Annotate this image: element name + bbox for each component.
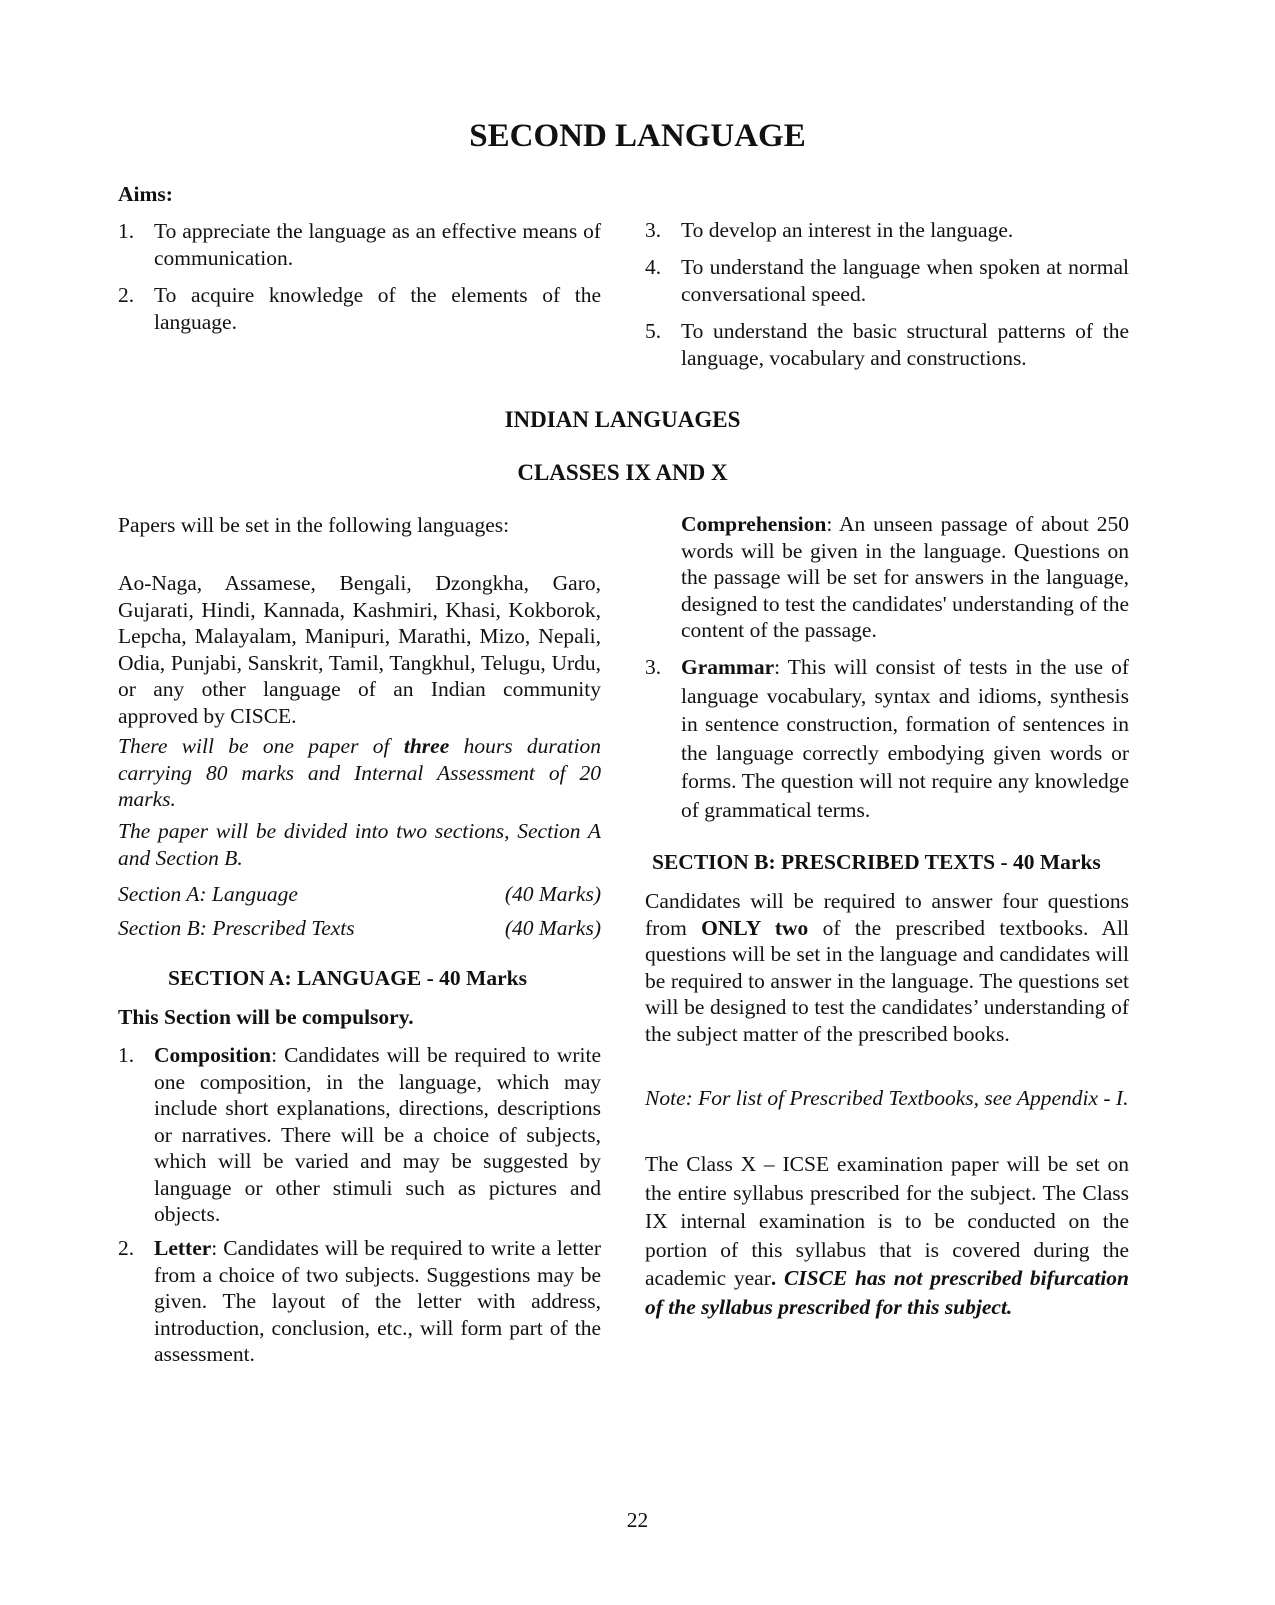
item-number: 2. [118, 1236, 135, 1260]
aims-heading: Aims: [118, 182, 173, 206]
item-text: : An unseen passage of about 250 words will be given in the language. Questions on the passage will be set for answers in the language, designed to test the candidates' understanding of the content of the passage. [681, 512, 1129, 642]
aim-number: 1. [118, 219, 135, 243]
duration-paragraph [118, 733, 601, 813]
item-text: : Candidates will be required to write a letter from a choice of two subjects. Suggestions may be given. The layout of the letter with address, introduction, conclusion, etc., will form part of the assessment. [154, 1236, 601, 1366]
item-label: Grammar [681, 655, 775, 679]
exam-dot: . [770, 1266, 784, 1290]
subheading-classes: CLASSES IX AND X [517, 460, 728, 485]
item-body [154, 1235, 601, 1368]
section-row [118, 916, 601, 944]
aim-text: To develop an interest in the language. [681, 218, 1014, 242]
section-b-text-end: of the prescribed textbooks. All questions will be set in the language and candidates will be required to answer in the language. The questions set will be designed to test the candidates’ understanding of the subject matter of the prescribed books. [645, 915, 1129, 1046]
section-b-heading: SECTION B: PRESCRIBED TEXTS - 40 Marks [652, 850, 1101, 874]
section-b-paragraph [645, 888, 1129, 1047]
aim-text: To understand the basic structural patterns of the language, vocabulary and constructions. [681, 319, 1129, 370]
section-a-item-grammar [645, 653, 1129, 828]
duration-text-start: There will be one paper of [118, 734, 404, 758]
languages-list: Ao-Naga, Assamese, Bengali, Dzongkha, Garo, Gujarati, Hindi, Kannada, Kashmiri, Khasi, Kokborok, Lepcha, Malayalam, Manipuri, Marathi, Mizo, Nepali, Odia, Punjabi, Sanskrit, Tamil, Tangkhul, Telugu, Urdu, or any other language of an Indian community approved by CISCE. [118, 571, 601, 728]
section-b-emphasis: ONLY two [701, 915, 809, 940]
aim-text: To understand the language when spoken at normal conversational speed. [681, 255, 1129, 306]
item-body [681, 653, 1129, 824]
section-row [118, 882, 601, 910]
item-label: Comprehension [681, 512, 827, 536]
page-number: 22 [626, 1508, 649, 1532]
aim-number: 5. [645, 319, 662, 343]
section-a-item-composition [118, 1042, 601, 1227]
aim-number: 3. [645, 218, 662, 242]
item-label: Composition [154, 1043, 272, 1067]
section-a-item-comprehension [645, 511, 1129, 646]
aim-item [645, 217, 1129, 245]
item-body [681, 511, 1129, 644]
duration-text-end: hours duration carrying 80 marks and Internal Assessment of 20 marks. [118, 734, 601, 811]
subheading-indian-languages: INDIAN LANGUAGES [504, 407, 741, 432]
aim-number: 2. [118, 283, 135, 307]
papers-line: Papers will be set in the following languages: [118, 513, 510, 537]
aim-item [645, 318, 1129, 372]
aim-item [118, 218, 601, 272]
page-title: SECOND LANGUAGE [469, 118, 806, 154]
section-a-compulsory: This Section will be compulsory. [118, 1005, 414, 1029]
aim-item [118, 282, 601, 336]
item-text: : Candidates will be required to write one composition, in the language, which may include short explanations, directions, descriptions or narratives. There will be a choice of subjects, which will be varied and may be suggested by language or other stimuli such as pictures and objects. [154, 1043, 601, 1226]
section-marks: (40 Marks) [504, 882, 601, 906]
aim-text: To appreciate the language as an effective means of communication. [154, 219, 601, 270]
section-b-text-start: Candidates will be required to answer four questions from [645, 889, 1129, 940]
aim-number: 4. [645, 255, 662, 279]
item-body [154, 1042, 601, 1228]
appendix-note: Note: For list of Prescribed Textbooks, see Appendix - I. [645, 1086, 1129, 1110]
item-number: 1. [118, 1043, 135, 1067]
sections-divided: The paper will be divided into two sections, Section A and Section B. [118, 819, 601, 870]
section-a-heading: SECTION A: LANGUAGE - 40 Marks [168, 966, 527, 990]
section-name: Section A: Language [118, 882, 298, 906]
aim-item [645, 254, 1129, 308]
item-number: 3. [645, 655, 662, 679]
item-text: : This will consist of tests in the use of language vocabulary, syntax and idioms, synthesis in sentence construction, formation of sentences in the language correctly embodying given words or forms. The question will not require any knowledge of grammatical terms. [681, 655, 1129, 822]
exam-bifurcation-note: CISCE has not prescribed bifurcation of the syllabus prescribed for this subject. [645, 1266, 1130, 1319]
duration-emphasis: three [403, 734, 450, 758]
exam-paragraph [645, 1150, 1129, 1321]
item-label: Letter [154, 1236, 212, 1260]
exam-text: The Class X – ICSE examination paper will be set on the entire syllabus prescribed for the subject. The Class IX internal examination is to be conducted on the portion of this syllabus that is covered during the academic year [645, 1152, 1129, 1290]
aim-text: To acquire knowledge of the elements of the language. [154, 283, 601, 334]
section-name: Section B: Prescribed Texts [118, 916, 355, 940]
section-marks: (40 Marks) [504, 916, 601, 940]
section-a-item-letter [118, 1235, 601, 1370]
